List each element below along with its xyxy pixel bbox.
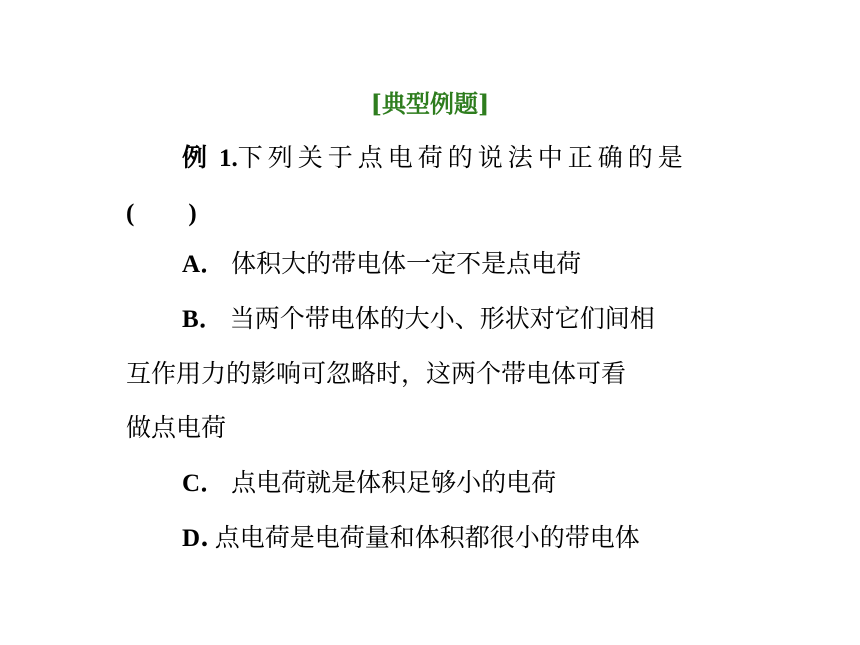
option-text: 互作用力的影响可忽略时，这两个带电体可看 <box>126 359 627 388</box>
option-text: 点电荷是电荷量和体积都很小的带电体 <box>214 523 640 552</box>
option-separator: ． <box>200 249 226 278</box>
option-a <box>182 247 581 282</box>
option-b <box>182 302 655 337</box>
option-text: 点电荷就是体积足够小的电荷 <box>231 468 557 497</box>
question-number: 1. <box>219 145 238 172</box>
option-separator: ． <box>198 304 224 333</box>
question-label: 例 <box>182 143 208 172</box>
option-d <box>182 521 640 556</box>
option-text: 做点电荷 <box>126 413 227 442</box>
option-separator: ． <box>200 468 226 497</box>
paren-close: ) <box>188 200 197 227</box>
option-letter: B <box>182 306 199 333</box>
option-letter: A <box>182 251 201 278</box>
option-b-line-3 <box>126 411 226 445</box>
question-stem-text: 下列关于点电荷的说法中正确的是 <box>237 143 688 172</box>
option-c <box>182 466 556 501</box>
section-heading: [典型例题] <box>370 89 490 118</box>
option-text: 体积大的带电体一定不是点电荷 <box>231 249 582 278</box>
paren-open: ( <box>126 200 135 227</box>
question-stem <box>182 141 688 176</box>
option-separator: . <box>200 523 209 552</box>
option-b-line-2 <box>126 357 626 391</box>
answer-parentheses <box>126 196 197 231</box>
option-letter: D <box>182 525 201 552</box>
option-text: 当两个带电体的大小、形状对它们间相 <box>229 304 655 333</box>
option-letter: C <box>182 470 201 497</box>
